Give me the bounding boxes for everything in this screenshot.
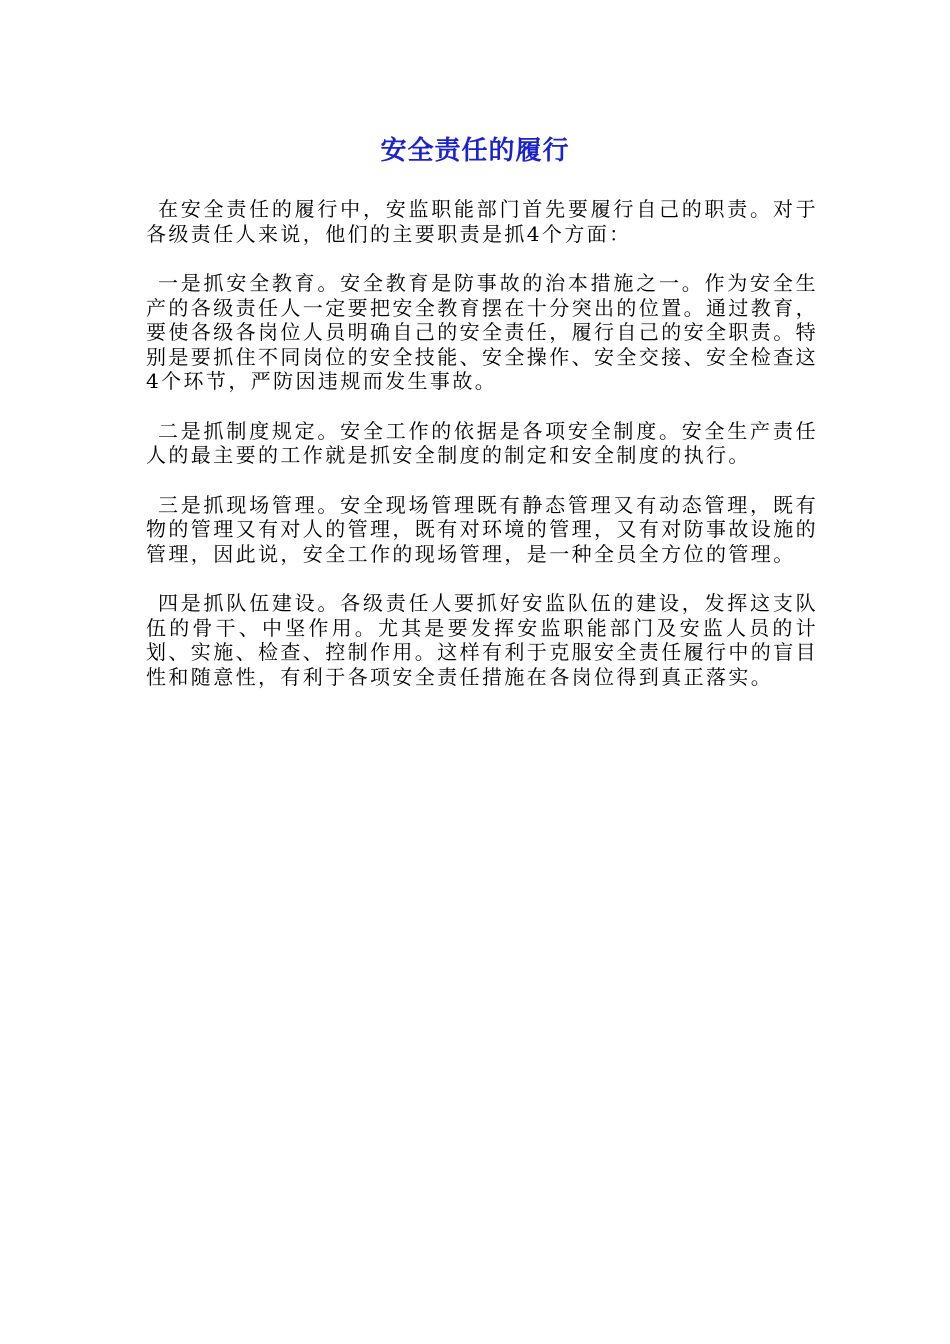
paragraph-team-building: 四是抓队伍建设。各级责任人要抓好安监队伍的建设，发挥这支队伍的骨干、中坚作用。尤其是要发挥安监职能部门及安监人员的计划、实施、检查、控制作用。这样有利于克服安全责任履行中的盲目性和随意性，有利于各项安全责任措施在各岗位得到真正落实。 [146,591,818,689]
paragraph-intro: 在安全责任的履行中，安监职能部门首先要履行自己的职责。对于各级责任人来说，他们的主要职责是抓4个方面： [146,197,818,246]
document-body [146,197,818,714]
paragraph-rules-regulations: 二是抓制度规定。安全工作的依据是各项安全制度。安全生产责任人的最主要的工作就是抓安全制度的制定和安全制度的执行。 [146,418,818,467]
document-title: 安全责任的履行 [380,136,570,166]
paragraph-safety-education: 一是抓安全教育。安全教育是防事故的治本措施之一。作为安全生产的各级责任人一定要把安全教育摆在十分突出的位置。通过教育，要使各级各岗位人员明确自己的安全责任，履行自己的安全职责。特别是要抓住不同岗位的安全技能、安全操作、安全交接、安全检查这4个环节，严防因违规而发生事故。 [146,271,818,393]
paragraph-site-management: 三是抓现场管理。安全现场管理既有静态管理又有动态管理，既有物的管理又有对人的管理，既有对环境的管理，又有对防事故设施的管理，因此说，安全工作的现场管理，是一种全员全方位的管理。 [146,492,818,566]
